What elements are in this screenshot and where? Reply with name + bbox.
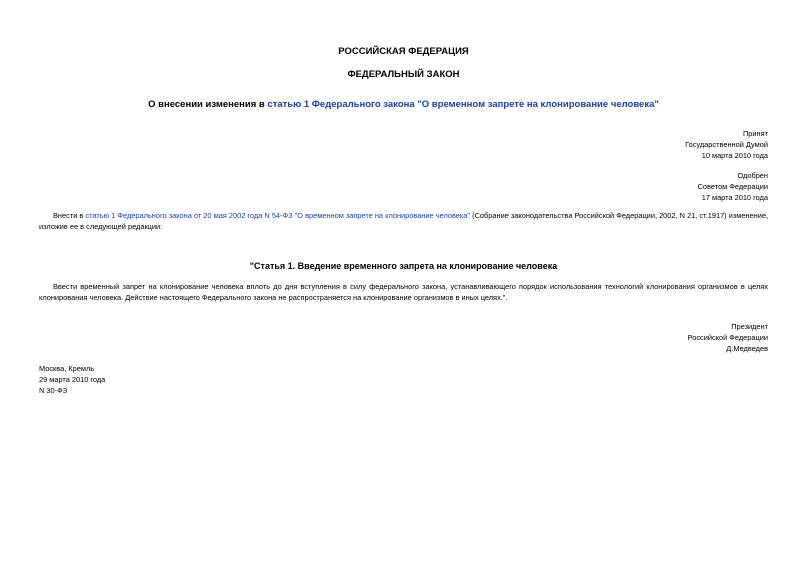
approved-label: Одобрен <box>737 171 768 180</box>
accepted-by: Государственной Думой <box>685 140 768 149</box>
place-block <box>39 363 105 396</box>
law-type-heading: ФЕДЕРАЛЬНЫЙ ЗАКОН <box>347 69 460 80</box>
law-title <box>0 99 807 110</box>
place-city: Москва, Кремль <box>39 364 95 373</box>
article-text: Ввести временный запрет на клонирование человека вплоть до дня вступления в силу федерального закона, устанавливающего порядок использования технологий клонирования организмов в целях клонирования человека. Действие настоящего Федерального закона не распространяется на клонирование организмов в иных целях.". <box>39 282 768 302</box>
country-heading: РОССИЙСКАЯ ФЕДЕРАЦИЯ <box>338 46 469 57</box>
signature-name: Д.Медведев <box>726 344 768 353</box>
law-title-prefix: О внесении изменения в <box>148 99 268 110</box>
adoption-block <box>685 128 768 161</box>
approved-by: Советом Федерации <box>697 182 768 191</box>
place-date: 29 марта 2010 года <box>39 375 106 384</box>
article-title: "Статья 1. Введение временного запрета на клонирование человека <box>249 261 558 271</box>
accepted-label: Принят <box>742 129 768 138</box>
signature-title2: Российской Федерации <box>687 333 768 342</box>
amendment-suffix: (Собрание законодательства Российской Федерации, 2002, N 21, ст.1917) изменение, изложив ее в следующей редакции: <box>39 211 768 231</box>
signature-title1: Президент <box>731 322 768 331</box>
approved-date: 17 марта 2010 года <box>701 193 768 202</box>
amendment-prefix: Внести в <box>53 211 86 220</box>
law-title-link[interactable]: статью 1 Федерального закона "О временном запрете на клонирование человека" <box>267 99 659 110</box>
approval-block <box>698 170 768 203</box>
accepted-date: 10 марта 2010 года <box>701 151 768 160</box>
amendment-link[interactable]: статью 1 Федерального закона от 20 мая 2002 года N 54-ФЗ "О временном запрете на клонирование человека" <box>85 211 471 220</box>
signature-block <box>688 321 768 354</box>
law-number: N 30-ФЗ <box>39 386 68 395</box>
amendment-paragraph <box>39 210 768 232</box>
